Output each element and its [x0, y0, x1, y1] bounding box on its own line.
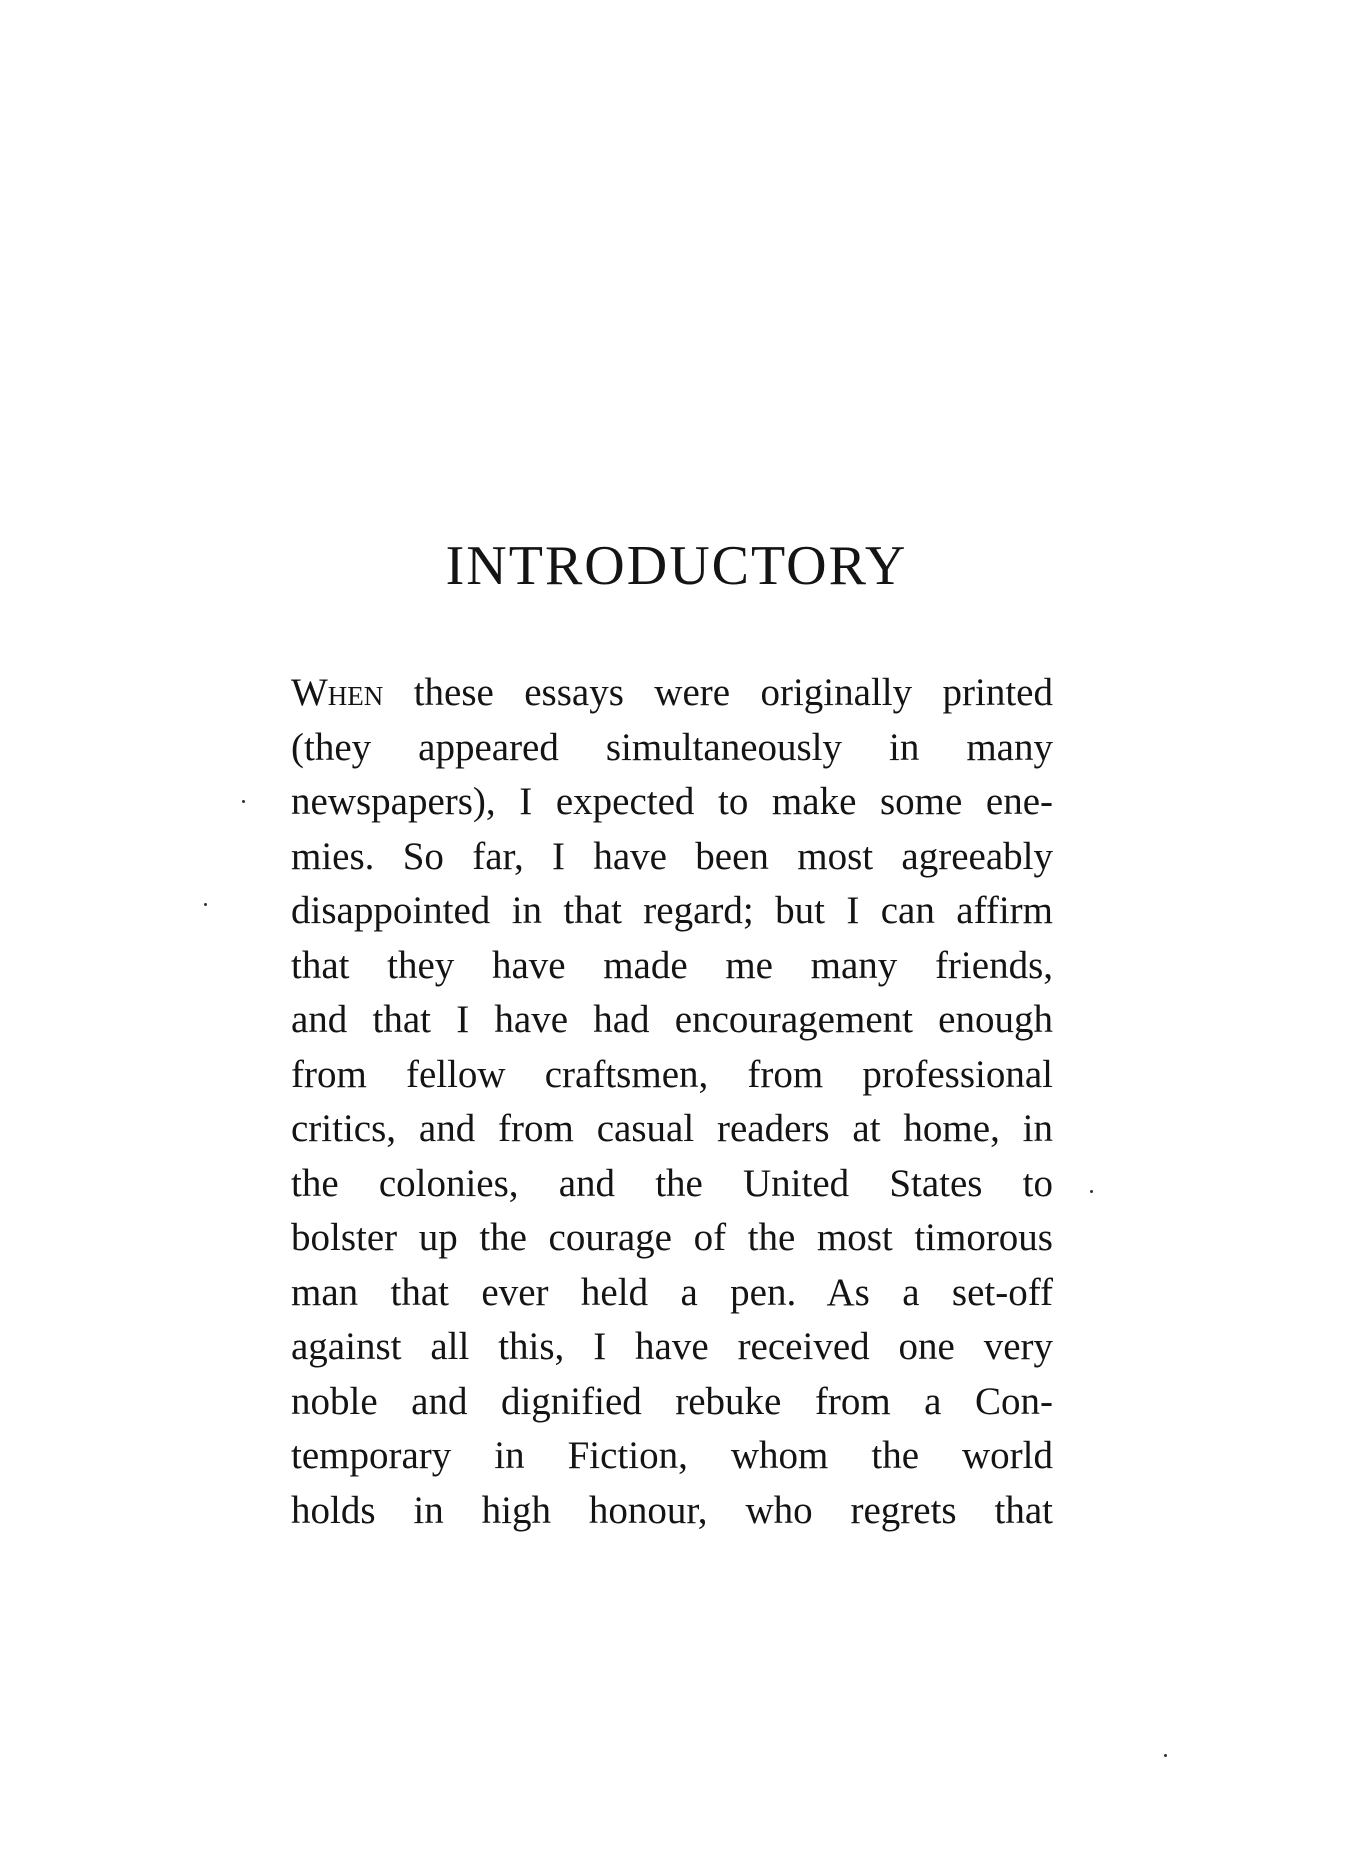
opening-word: When: [291, 671, 384, 714]
text-line: mies. So far, I have been most agreeably: [291, 834, 1053, 878]
text-line: noble and dignified rebuke from a Con-: [291, 1379, 1053, 1423]
scan-speck: [1090, 1190, 1093, 1193]
text-line: bolster up the courage of the most timorous: [291, 1216, 1053, 1259]
chapter-heading: INTRODUCTORY: [445, 535, 908, 597]
body-paragraph: [291, 666, 1053, 1538]
text-line: [291, 666, 1053, 721]
scan-speck: [204, 903, 207, 906]
text-line: that they have made me many friends,: [291, 943, 1053, 987]
text-line: and that I have had encouragement enough: [291, 998, 1053, 1041]
text-line: from fellow craftsmen, from professional: [291, 1052, 1053, 1096]
text-line: the colonies, and the United States to: [291, 1161, 1053, 1205]
text-line: man that ever held a pen. As a set-off: [291, 1270, 1053, 1314]
text-line: critics, and from casual readers at home, in: [291, 1107, 1053, 1150]
text-line: holds in high honour, who regrets that: [291, 1488, 1053, 1532]
scan-speck: [1164, 1754, 1167, 1757]
scan-speck: [242, 800, 245, 803]
text-line: against all this, I have received one very: [291, 1325, 1053, 1368]
text-line: newspapers), I expected to make some ene-: [291, 780, 1053, 823]
text-line: (they appeared simultaneously in many: [291, 725, 1053, 769]
text-line: disappointed in that regard; but I can affirm: [291, 889, 1053, 932]
text-line: temporary in Fiction, whom the world: [291, 1434, 1053, 1477]
text-line-content: these essays were originally printed: [383, 671, 1053, 714]
